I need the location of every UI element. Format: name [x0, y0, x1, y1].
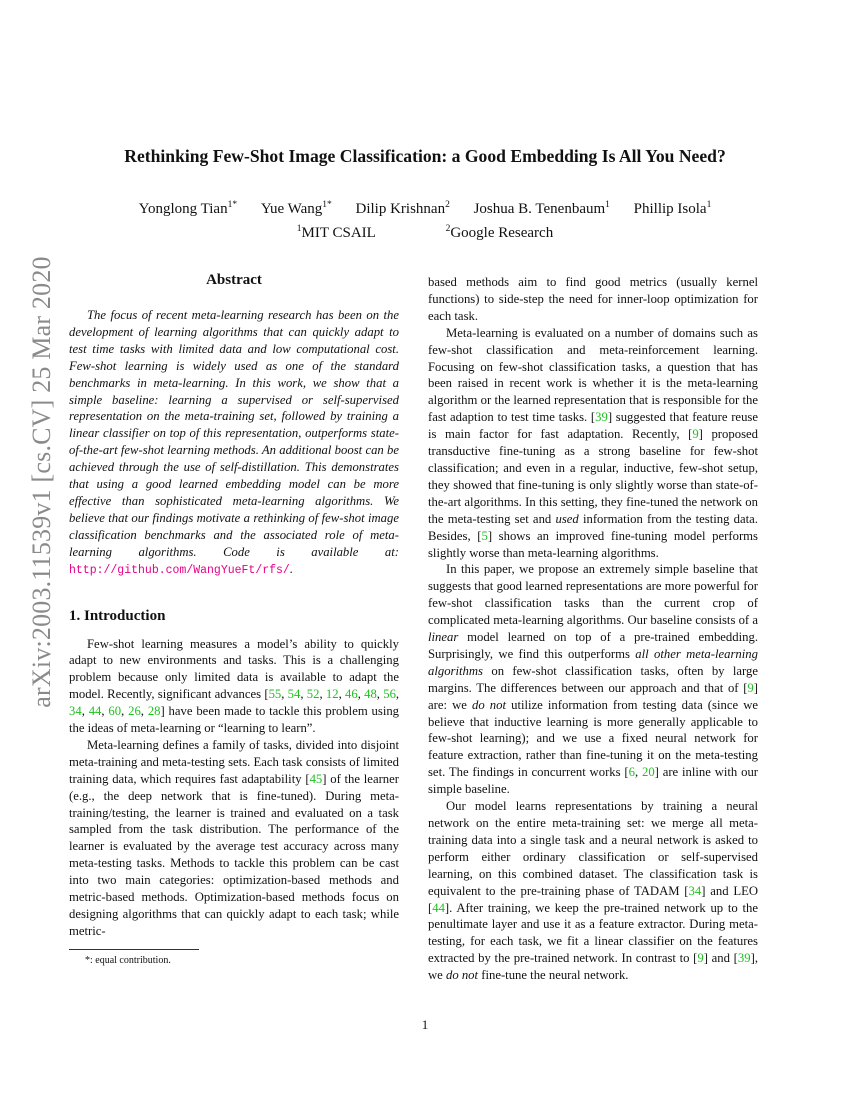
citation-link[interactable]: 39 [595, 410, 608, 425]
right-column [428, 274, 758, 984]
author-list [0, 201, 850, 218]
citation-link[interactable]: 9 [747, 680, 754, 695]
paper-title: Rethinking Few-Shot Image Classification: a Good Embedding Is All You Need? [124, 146, 726, 166]
citation-link[interactable]: 34 [688, 883, 702, 898]
page-number: 1 [421, 1017, 429, 1032]
introduction-heading: 1. Introduction [69, 607, 166, 624]
author: Yue Wang$^{1*}$ [260, 200, 332, 217]
citation-link[interactable]: 20 [641, 765, 655, 780]
affiliation-list [0, 225, 850, 242]
footnote-divider [69, 949, 199, 950]
right-paragraph-1: Meta-learning is evaluated on a number of domains such as few-shot classification and meta-reinforcement learning. Focusing on few-shot classification tasks, a question that has been raised in recent work is whether it is the meta-learning algorithm or the learned representation that is responsible for the fast adaption to test time tasks. [39] suggested that feature reuse is main factor for fast adaptation. Recently, [9] proposed transductive fine-tuning as a strong baseline for few-shot classification; and even in a regular, inductive, few-shot setup, they showed that fine-tuning is only slightly worse than state-of-the-art algorithms. In this setting, they fine-tuned the network on the meta-testing set and used information from the testing data. Besides, [5] shows an improved fine-tuning model performs slightly worse than meta-learning algorithms. [428, 325, 758, 560]
author: Dilip Krishnan$^2$ [355, 200, 450, 217]
intro-paragraph-2: Meta-learning defines a family of tasks, divided into disjoint meta-training and meta-testing sets. Each task consists of limited training data, which requires fast adaptability [45] of the learner (e.g., the deep network that is fine-tuned). During meta-training/testing, the learner is trained and evaluated on a task sampled from the task distribution. The performance of the learner is evaluated by the average test accuracy across many meta-testing tasks. Methods to tackle this problem can be cast into two main categories: optimization-based methods and metric-based methods. Optimization-based methods focus on designing algorithms that can quickly adapt to each task; while metric- [69, 737, 399, 938]
citation-link[interactable]: 34 [69, 704, 82, 719]
citation-link[interactable]: 39 [737, 951, 751, 966]
arxiv-identifier: arXiv:2003.11539v1 [cs.CV] 25 Mar 2020 [27, 256, 56, 708]
intro-paragraph-1: Few-shot learning measures a model’s ability to quickly adapt to new environments and tasks. This is a challenging problem because only limited data is available to adapt the model. Recently, significant advances [55, 54, 52, 12, 46, 48, 56, 34, 44, 60, 26, 28] have been made to tackle this problem using the ideas of meta-learning or “learning to learn”. [69, 636, 400, 736]
citation-link[interactable]: 52 [306, 687, 320, 702]
citation-link[interactable]: 45 [309, 771, 323, 786]
footnote: *: equal contribution. [85, 954, 171, 966]
citation-link[interactable]: 5 [481, 528, 488, 543]
abstract-heading: Abstract [206, 272, 262, 288]
left-column [69, 270, 399, 967]
right-paragraph-2: In this paper, we propose an extremely simple baseline that suggests that good learned representations are more powerful for few-shot classification tasks than the current crop of complicated meta-learning algorithms. Our baseline consists of a linear model learned on top of a pre-trained embedding. Surprisingly, we find this outperforms all other meta-learning algorithms on few-shot classification tasks, often by large margins. The differences between our approach and that of [9] are: we do not utilize information from testing data (since we believe that inductive learning is more generally applicable to few-shot learning); and we use a fixed neural network for feature extraction, rather than fine-tuning it on the meta-testing set. The findings in concurrent works [6, 20] are inline with our simple baseline. [428, 562, 759, 797]
abstract-text: The focus of recent meta-learning research has been on the development of learning algorithms that can quickly adapt to test time tasks with limited data and low computational cost. Few-shot learning is widely used as one of the standard benchmarks in meta-learning. In this work, we show that a simple baseline: learning a supervised or self-supervised representation on the meta-training set, followed by training a linear classifier on top of this representation, outperforms state-of-the-art few-shot learning methods. An additional boost can be achieved through the use of self-distillation. This demonstrates that using a good learned embedding model can be more effective than sophisticated meta-learning algorithms. We believe that our findings motivate a rethinking of few-shot image classification benchmarks and the associated role of meta-learning algorithms. Code is available at: http://github.com/WangYueFt/rfs/. [69, 308, 399, 577]
citation-link[interactable]: 44 [432, 900, 445, 915]
citation-link[interactable]: 6 [628, 765, 635, 780]
citation-link[interactable]: 44 [88, 704, 102, 719]
citation-link[interactable]: 55 [268, 687, 282, 702]
affiliation: $^1$MIT CSAIL [296, 224, 376, 241]
citation-link[interactable]: 9 [692, 427, 699, 442]
arxiv-sidebar [27, 256, 56, 708]
code-link[interactable]: http://github.com/WangYueFt/rfs/ [69, 563, 290, 577]
citation-link[interactable]: 9 [697, 951, 704, 966]
citation-link[interactable]: 54 [287, 687, 301, 702]
right-paragraph-0: based methods aim to find good metrics (usually kernel functions) to side-step the need for inner-loop optimization for each task. [428, 275, 758, 323]
citation-link[interactable]: 60 [108, 704, 122, 719]
citation-link[interactable]: 46 [345, 687, 358, 702]
citation-link[interactable]: 26 [128, 704, 141, 719]
author: Yonglong Tian$^{1*}$ [138, 200, 238, 217]
citation-link[interactable]: 28 [147, 704, 161, 719]
author: Phillip Isola$^1$ [633, 200, 712, 217]
right-paragraph-3: Our model learns representations by training a neural network on the entire meta-training set: we merge all meta-training data into a single task and a neural network is asked to perform either ordinary classification or self-supervised learning, on this combined dataset. The classification task is equivalent to the pre-training phase of TADAM [34] and LEO [44]. After training, we keep the pre-trained network up to the penultimate layer and use it as a feature extractor. During meta-testing, for each task, we fit a linear classifier on the features extracted by the pre-trained network. In contrast to [9] and [39], we do not fine-tune the neural network. [428, 799, 758, 983]
affiliation: $^2$Google Research [445, 224, 554, 241]
citation-link[interactable]: 12 [325, 687, 339, 702]
citation-link[interactable]: 56 [383, 687, 396, 702]
author: Joshua B. Tenenbaum$^1$ [473, 200, 610, 217]
citation-link[interactable]: 48 [364, 687, 377, 702]
